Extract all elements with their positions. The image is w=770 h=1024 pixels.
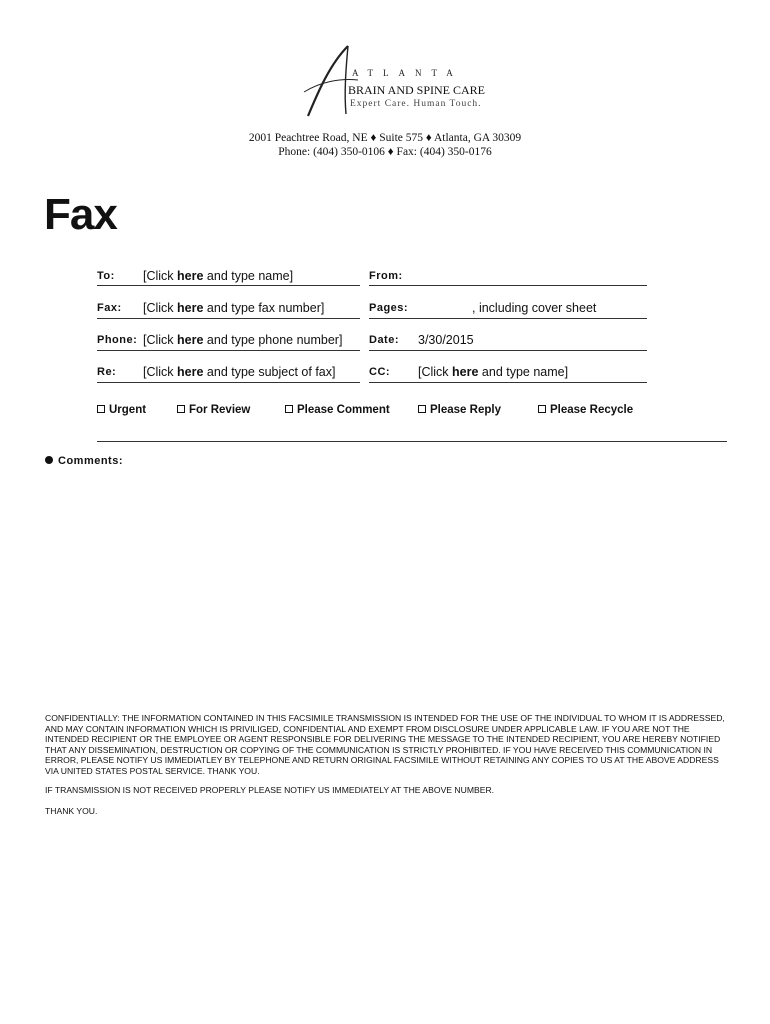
divider: [369, 285, 647, 286]
checkbox-icon: [538, 405, 546, 413]
to-field[interactable]: [Click here and type name]: [143, 269, 294, 283]
logo-name: BRAIN AND SPINE CARE: [348, 83, 486, 97]
to-label: To:: [97, 270, 115, 282]
pages-label: Pages:: [369, 302, 409, 314]
phone-fax-line: Phone: (404) 350-0106 ♦ Fax: (404) 350-0176: [278, 146, 492, 158]
subject-field[interactable]: [Click here and type subject of fax]: [143, 365, 336, 379]
cc-field[interactable]: [Click here and type name]: [418, 365, 569, 379]
logo-word: ATLANTA: [352, 68, 463, 78]
checkbox-icon: [418, 405, 426, 413]
company-logo: [300, 42, 490, 120]
transmission-notice: IF TRANSMISSION IS NOT RECEIVED PROPERLY PLEASE NOTIFY US IMMEDIATELY AT THE ABOVE NUMBER.: [45, 785, 495, 795]
please-reply-checkbox[interactable]: Please Reply: [418, 404, 501, 416]
checkbox-icon: [285, 405, 293, 413]
please-comment-checkbox[interactable]: Please Comment: [285, 404, 390, 416]
cc-label: CC:: [369, 366, 391, 378]
from-label: From:: [369, 270, 403, 282]
divider: [97, 318, 360, 319]
divider: [369, 350, 647, 351]
please-recycle-checkbox[interactable]: Please Recycle: [538, 404, 633, 416]
priority-options: [97, 404, 657, 422]
fax-label: Fax:: [97, 302, 122, 314]
date-value[interactable]: 3/30/2015: [418, 333, 474, 347]
divider: [97, 441, 727, 442]
divider: [369, 382, 647, 383]
checkbox-icon: [97, 405, 105, 413]
pages-value[interactable]: , including cover sheet: [472, 301, 597, 315]
divider: [369, 318, 647, 319]
page-title: Fax: [44, 190, 117, 239]
re-label: Re:: [97, 366, 117, 378]
for-review-checkbox[interactable]: For Review: [177, 404, 250, 416]
fax-field[interactable]: [Click here and type fax number]: [143, 301, 325, 315]
urgent-checkbox[interactable]: Urgent: [97, 404, 146, 416]
bullet-icon: [45, 456, 53, 464]
divider: [97, 382, 360, 383]
logo-tagline: Expert Care. Human Touch.: [350, 99, 482, 109]
closing-text: THANK YOU.: [45, 806, 98, 816]
date-label: Date:: [369, 334, 400, 346]
checkbox-icon: [177, 405, 185, 413]
confidentiality-notice: CONFIDENTIALLY: THE INFORMATION CONTAINED IN THIS FACSIMILE TRANSMISSION IS INTENDED FOR THE USE OF THE INDIVIDUAL TO WHOM IT IS ADDRESSED, AND MAY CONTAIN INFORMATION WHICH IS PRIVILIGED, CONFIDENTIAL AND EXEMPT FROM DISCLOSURE UNDER APPLICABLE LAW. IF YOU ARE NOT THE INTENDED RECIPIENT OR THE EMPLOYEE OR AGENT RESPONSIBLE FOR DELIVERING THE MESSAGE TO THE INTENDED RECIPIENT, YOU ARE HEREBY NOTIFIED THAT ANY DISSEMINATION, DESTRUCTION OR COPYING OF THE COMMUNICATION IS STRICTLY PROHIBITED. IF YOU HAVE RECEIVED THIS COMMUNICATION IN ERROR, PLEASE NOTIFY US IMMEDIATLEY BY TELEPHONE AND RETURN ORIGINAL FACSIMILE WITHOUT RETAINING ANY COPIES TO US AT THE ABOVE ADDRESS VIA UNITED STATES POSTAL SERVICE. THANK YOU.: [45, 713, 725, 776]
phone-label: Phone:: [97, 334, 138, 346]
divider: [97, 285, 360, 286]
divider: [97, 350, 360, 351]
address-line: 2001 Peachtree Road, NE ♦ Suite 575 ♦ Atlanta, GA 30309: [248, 132, 522, 144]
comments-heading: Comments:: [45, 455, 123, 467]
phone-field[interactable]: [Click here and type phone number]: [143, 333, 343, 347]
